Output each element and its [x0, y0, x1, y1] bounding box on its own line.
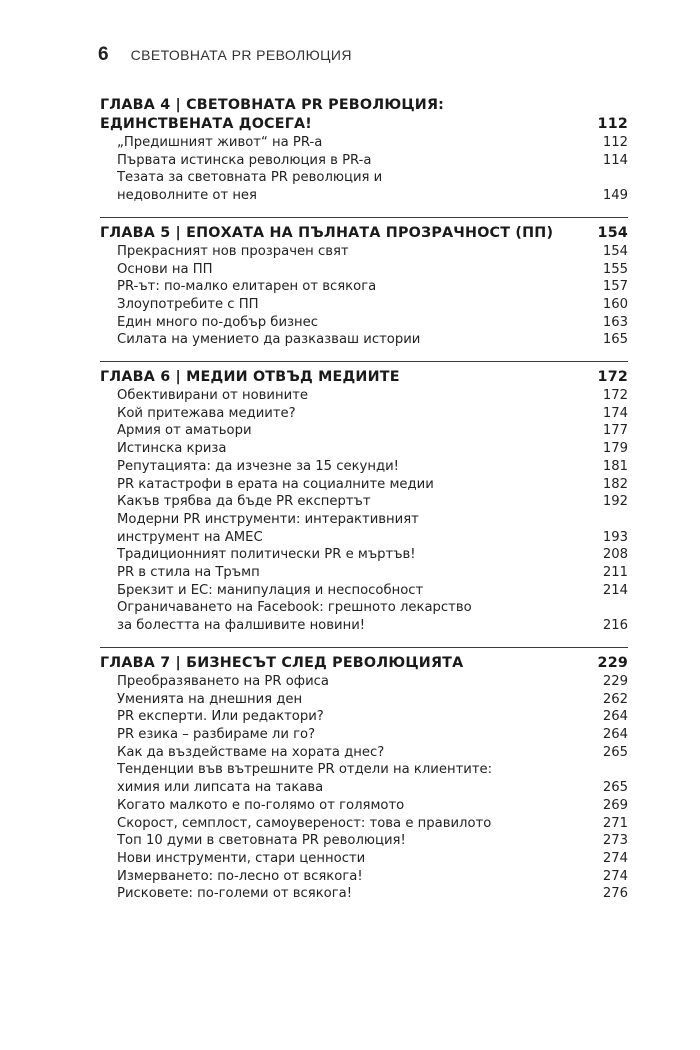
entry-page-number: 165: [602, 332, 628, 348]
entry-title-line: Силата на умението да разказваш истории: [117, 332, 421, 348]
entry-title-line: Топ 10 думи в световната PR революция!: [117, 833, 406, 849]
entry-title: [117, 850, 365, 868]
entry-list: [100, 134, 628, 205]
entry-title-line: Тезата за световната PR революция и: [117, 170, 383, 186]
entry-title-line: недоволните от нея: [117, 188, 257, 204]
entry-title: [117, 440, 226, 458]
entry-title-line: PR катастрофи в ерата на социалните медии: [117, 476, 434, 492]
entry-page-number: 264: [602, 726, 628, 742]
entry-page-number: 181: [602, 458, 628, 474]
chapter-title: [100, 96, 444, 134]
entry-page-number: 174: [602, 405, 628, 421]
entry-title-line: PR експерти. Или редактори?: [117, 709, 324, 725]
running-title: СВЕТОВНАТА PR РЕВОЛЮЦИЯ: [130, 47, 352, 63]
entry-title-line: Ограничаването на Facebook: грешното лекарство: [117, 600, 472, 616]
entry-title: [117, 797, 404, 815]
toc-entry: [100, 582, 628, 600]
toc-entry: [100, 511, 628, 546]
chapter-section: [100, 647, 628, 903]
entry-title-line: Злоупотребите с ПП: [117, 296, 259, 312]
entry-title: [117, 405, 296, 423]
entry-title-line: Измерването: по-лесно от всякога!: [117, 868, 363, 884]
entry-title-line: Тенденции във вътрешните PR отдели на клиентите:: [117, 762, 493, 778]
chapter-heading: [100, 224, 628, 243]
entry-title: [117, 458, 399, 476]
entry-title: [117, 422, 252, 440]
entry-title-line: Репутацията: да изчезне за 15 секунди!: [117, 458, 399, 474]
entry-page-number: 192: [602, 494, 628, 510]
toc-entry: [100, 152, 628, 170]
entry-page-number: 193: [602, 529, 628, 545]
entry-title: [117, 832, 406, 850]
entry-title-line: Какъв трябва да бъде PR експертът: [117, 494, 371, 510]
entry-page-number: 211: [602, 565, 628, 581]
entry-page-number: 271: [602, 815, 628, 831]
chapter-title-line: ГЛАВА 5 | ЕПОХАТА НА ПЪЛНАТА ПРОЗРАЧНОСТ (ПП): [100, 224, 554, 241]
entry-title-line: Уменията на днешния ден: [117, 691, 303, 707]
entry-title-line: за болестта на фалшивите новини!: [117, 618, 366, 634]
entry-title-line: инструмент на AMEC: [117, 529, 263, 545]
entry-page-number: 264: [602, 709, 628, 725]
entry-title: [117, 261, 213, 279]
chapter-title-line: ГЛАВА 7 | БИЗНЕСЪТ СЛЕД РЕВОЛЮЦИЯТА: [100, 654, 464, 671]
entry-page-number: 214: [602, 582, 628, 598]
entry-title: [117, 387, 308, 405]
chapter-section: [100, 361, 628, 635]
toc-entry: [100, 261, 628, 279]
entry-list: [100, 243, 628, 349]
entry-page-number: 177: [602, 423, 628, 439]
entry-title-line: Първата истинска революция в PR-а: [117, 152, 372, 168]
entry-title: [117, 296, 259, 314]
entry-page-number: 163: [602, 314, 628, 330]
toc-entry: [100, 868, 628, 886]
entry-page-number: 179: [602, 441, 628, 457]
entry-title-line: Скорост, семплост, самоувереност: това е правилото: [117, 815, 492, 831]
toc-entry: [100, 832, 628, 850]
chapter-page-number: 172: [597, 369, 628, 386]
toc-entry: [100, 815, 628, 833]
chapter-title: [100, 368, 400, 387]
chapter-title: [100, 654, 463, 673]
entry-title-line: Истинска криза: [117, 441, 227, 457]
entry-title-line: PR езика – разбираме ли го?: [117, 726, 316, 742]
toc-entry: [100, 476, 628, 494]
entry-title: [117, 169, 382, 204]
toc-entry: [100, 744, 628, 762]
entry-title: [117, 726, 315, 744]
toc-entry: [100, 885, 628, 903]
chapter-title-line: ЕДИНСТВЕНАТА ДОСЕГА!: [100, 116, 313, 132]
toc-entry: [100, 850, 628, 868]
toc-entry: [100, 134, 628, 152]
chapter-heading: [100, 96, 628, 134]
chapter-page-number: 154: [597, 224, 628, 241]
entry-title-line: Брекзит и ЕС: манипулация и неспособност: [117, 582, 424, 598]
entry-page-number: 160: [602, 296, 628, 312]
toc-entry: [100, 726, 628, 744]
table-of-contents: [100, 96, 628, 915]
entry-title-line: Един много по-добър бизнес: [117, 314, 319, 330]
entry-title: [117, 511, 419, 546]
entry-title: [117, 691, 302, 709]
entry-title-line: Армия от аматьори: [117, 423, 252, 439]
entry-title-line: Кой притежава медиите?: [117, 405, 296, 421]
entry-title-line: Традиционният политически PR е мъртъв!: [117, 547, 416, 563]
chapter-title-line: ГЛАВА 4 | СВЕТОВНАТА PR РЕВОЛЮЦИЯ:: [100, 97, 445, 113]
entry-page-number: 216: [602, 618, 628, 634]
chapter-heading: [100, 368, 628, 387]
toc-entry: [100, 458, 628, 476]
toc-entry: [100, 405, 628, 423]
toc-entry: [100, 169, 628, 204]
entry-title: [117, 331, 420, 349]
entry-title: [117, 493, 371, 511]
entry-title: [117, 744, 384, 762]
entry-title: [117, 673, 329, 691]
entry-title-line: Модерни PR инструменти: интерактивният: [117, 511, 419, 527]
entry-page-number: 112: [602, 135, 628, 150]
chapter-heading: [100, 654, 628, 673]
entry-page-number: 265: [602, 780, 628, 796]
entry-list: [100, 673, 628, 903]
entry-title: [117, 564, 260, 582]
entry-title: [117, 476, 434, 494]
entry-title: [117, 599, 472, 634]
entry-page-number: 155: [602, 261, 628, 277]
toc-entry: [100, 708, 628, 726]
toc-entry: [100, 599, 628, 634]
toc-entry: [100, 243, 628, 261]
entry-title-line: Нови инструменти, стари ценности: [117, 850, 366, 866]
entry-title: [117, 278, 376, 296]
entry-title: [117, 708, 324, 726]
entry-list: [100, 387, 628, 635]
toc-entry: [100, 673, 628, 691]
entry-title: [117, 134, 322, 152]
entry-page-number: 208: [602, 547, 628, 563]
entry-title-line: Обективирани от новините: [117, 388, 308, 404]
chapter-section: [100, 96, 628, 205]
toc-entry: [100, 278, 628, 296]
toc-entry: [100, 493, 628, 511]
chapter-section: [100, 217, 628, 349]
entry-page-number: 157: [602, 279, 628, 295]
entry-page-number: 265: [602, 744, 628, 760]
entry-page-number: 269: [602, 797, 628, 813]
entry-page-number: 274: [602, 868, 628, 884]
entry-page-number: 114: [602, 152, 628, 168]
chapter-title-line: ГЛАВА 6 | МЕДИИ ОТВЪД МЕДИИТЕ: [100, 369, 400, 386]
chapter-page-number: 112: [597, 116, 628, 132]
toc-entry: [100, 440, 628, 458]
page-number: 6: [98, 44, 109, 65]
entry-title: [117, 546, 416, 564]
entry-title: [117, 761, 492, 796]
entry-title-line: „Предишният живот“ на PR-а: [117, 135, 323, 150]
entry-title-line: Когато малкото е по-голямо от голямото: [117, 797, 405, 813]
entry-page-number: 276: [602, 886, 628, 902]
entry-title: [117, 314, 318, 332]
entry-title: [117, 815, 491, 833]
toc-entry: [100, 314, 628, 332]
toc-entry: [100, 797, 628, 815]
entry-title-line: Основи на ПП: [117, 261, 213, 277]
entry-title-line: Прекрасният нов прозрачен свят: [117, 243, 349, 259]
entry-title: [117, 243, 349, 261]
entry-title-line: PR в стила на Тръмп: [117, 565, 260, 581]
entry-page-number: 172: [602, 388, 628, 404]
toc-entry: [100, 761, 628, 796]
toc-entry: [100, 564, 628, 582]
entry-page-number: 182: [602, 476, 628, 492]
entry-page-number: 229: [602, 673, 628, 689]
toc-entry: [100, 331, 628, 349]
entry-page-number: 274: [602, 850, 628, 866]
page-header: [98, 44, 352, 66]
toc-entry: [100, 546, 628, 564]
entry-title-line: химия или липсата на такава: [117, 780, 324, 796]
chapter-title: [100, 224, 553, 243]
entry-title: [117, 152, 372, 170]
toc-entry: [100, 691, 628, 709]
entry-page-number: 262: [602, 691, 628, 707]
entry-title: [117, 885, 352, 903]
chapter-page-number: 229: [597, 654, 628, 671]
entry-title: [117, 582, 423, 600]
entry-title-line: Как да въздействаме на хората днес?: [117, 744, 385, 760]
toc-entry: [100, 387, 628, 405]
toc-entry: [100, 422, 628, 440]
toc-entry: [100, 296, 628, 314]
entry-title-line: PR-ът: по-малко елитарен от всякога: [117, 279, 377, 295]
entry-page-number: 149: [602, 188, 628, 204]
entry-title: [117, 868, 363, 886]
entry-page-number: 273: [602, 833, 628, 849]
entry-page-number: 154: [602, 243, 628, 259]
entry-title-line: Рисковете: по-големи от всякога!: [117, 886, 353, 902]
entry-title-line: Преобразяването на PR офиса: [117, 673, 329, 689]
